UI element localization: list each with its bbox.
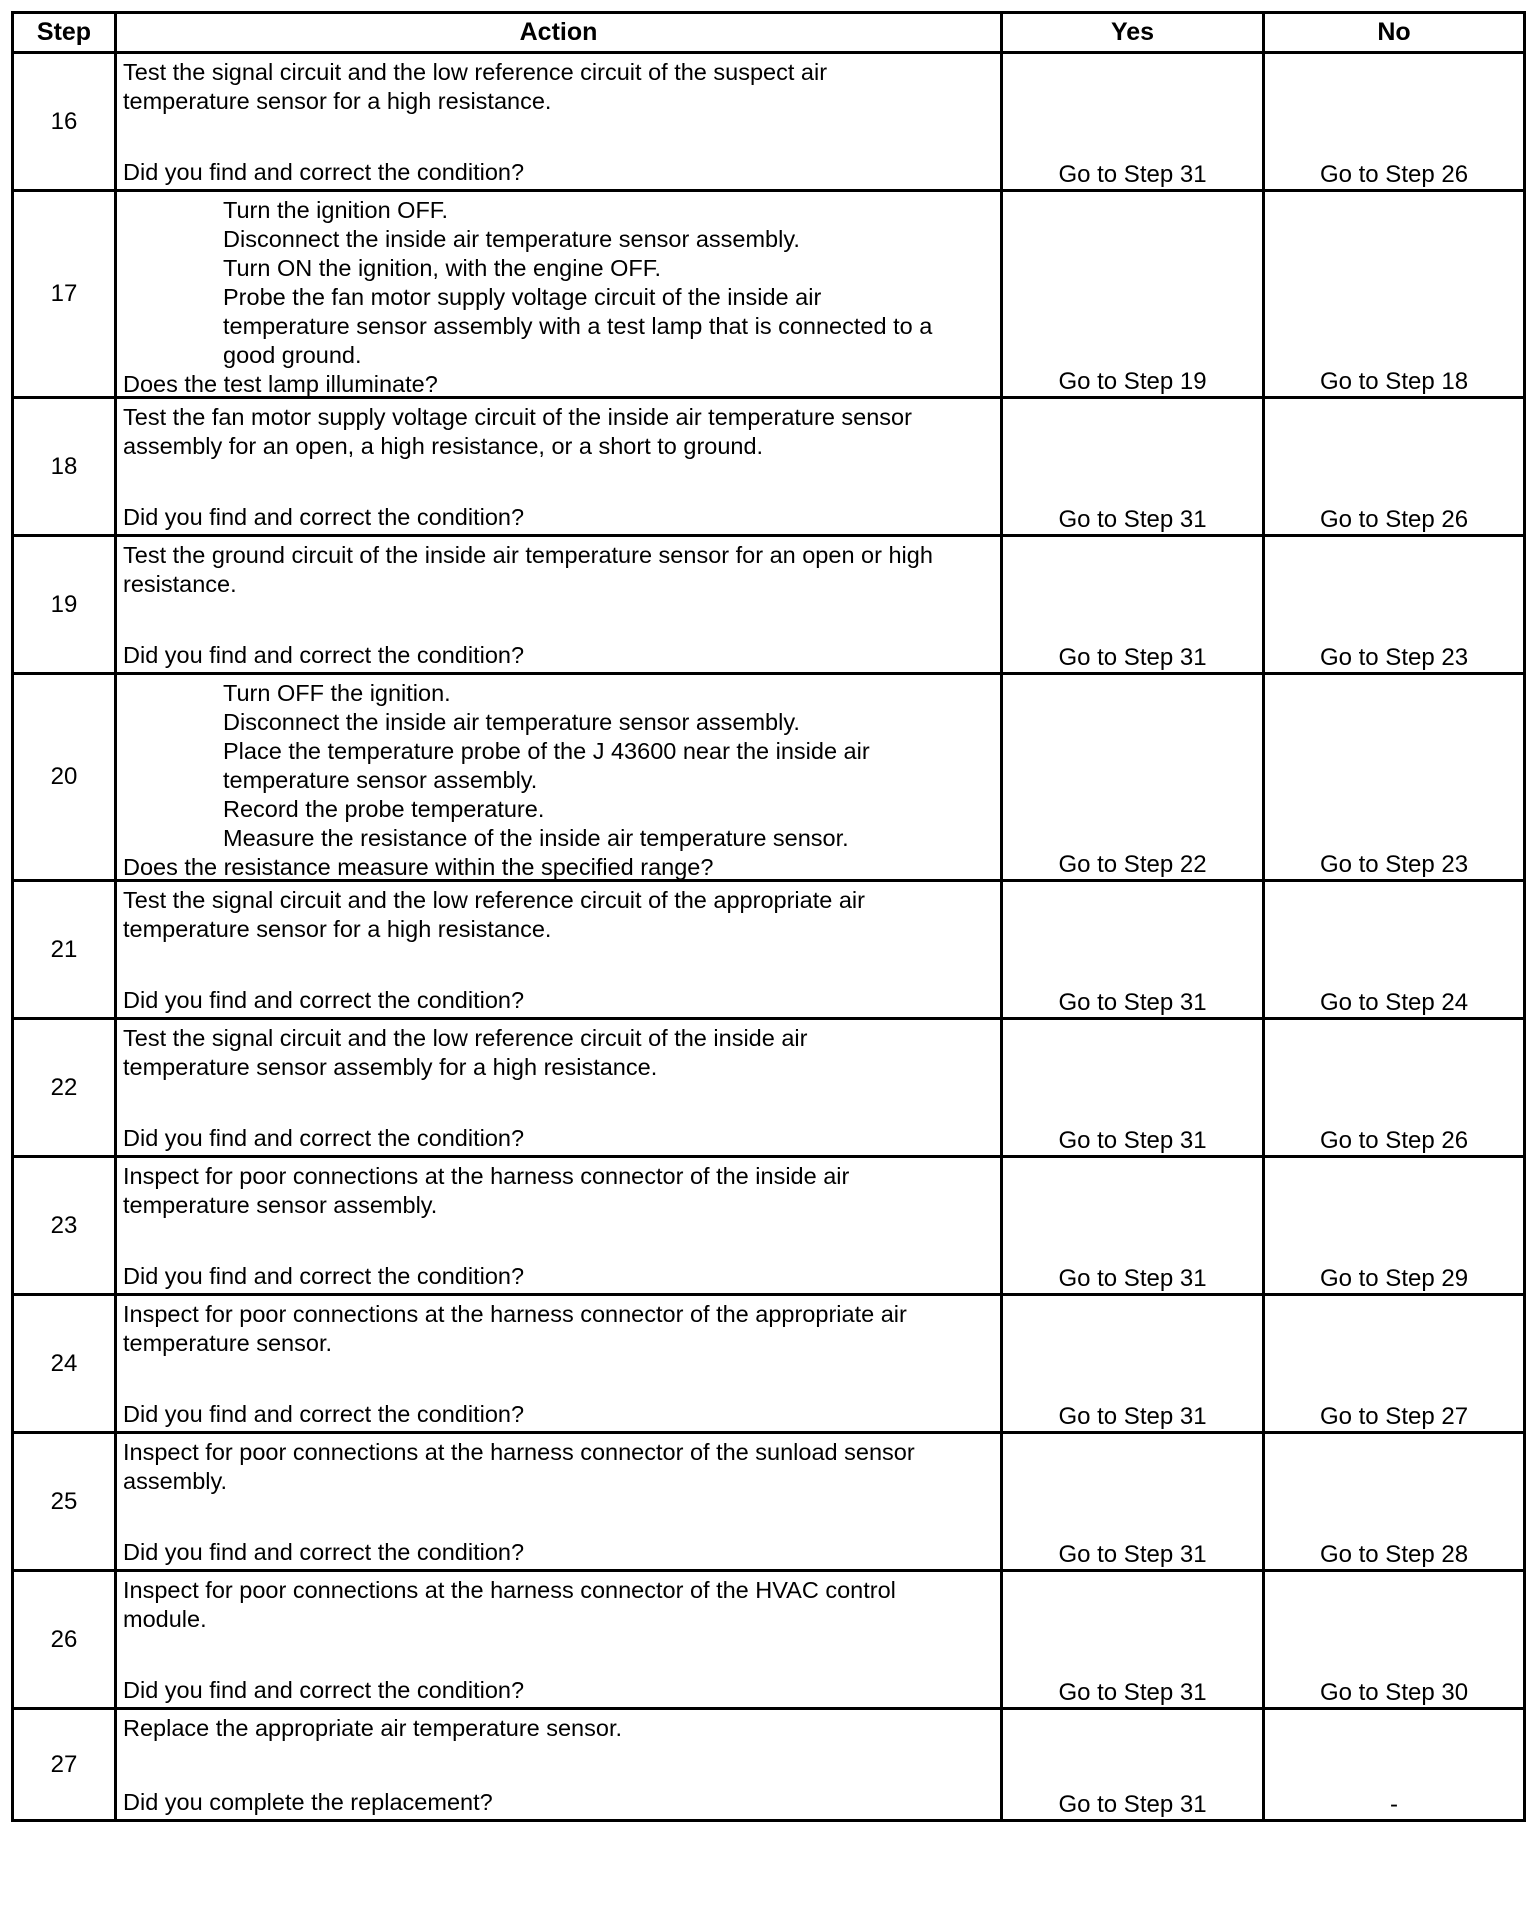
header-row	[13, 13, 1525, 53]
action-question: Did you find and correct the condition?	[123, 987, 525, 1013]
action-cell	[116, 536, 1002, 674]
no-result: Go to Step 26	[1264, 398, 1525, 536]
action-cell	[116, 1019, 1002, 1157]
action-question: Does the test lamp illuminate?	[123, 371, 438, 397]
action-line: temperature sensor assembly.	[223, 767, 538, 793]
no-result: -	[1264, 1709, 1525, 1821]
action-line: Inspect for poor connections at the harness connector of the HVAC control	[123, 1577, 896, 1603]
yes-result: Go to Step 31	[1002, 1157, 1264, 1295]
action-line: Test the fan motor supply voltage circuit of the inside air temperature sensor	[123, 404, 912, 430]
no-result: Go to Step 27	[1264, 1295, 1525, 1433]
step-number: 25	[13, 1433, 116, 1571]
action-question: Did you complete the replacement?	[123, 1789, 493, 1815]
action-instructions	[117, 882, 1000, 944]
action-line: Test the signal circuit and the low reference circuit of the appropriate air	[123, 887, 865, 913]
no-result: Go to Step 28	[1264, 1433, 1525, 1571]
action-instructions	[117, 1158, 1000, 1220]
action-instructions	[117, 675, 1000, 853]
action-instructions	[117, 1296, 1000, 1358]
action-line: good ground.	[223, 342, 362, 368]
action-line: Turn ON the ignition, with the engine OFF.	[223, 255, 662, 281]
action-line: Turn the ignition OFF.	[223, 197, 449, 223]
action-line: Test the signal circuit and the low reference circuit of the suspect air	[123, 59, 828, 85]
step-number: 21	[13, 881, 116, 1019]
action-question: Did you find and correct the condition?	[123, 159, 525, 185]
header-step: Step	[13, 13, 116, 53]
action-cell	[116, 191, 1002, 398]
action-question: Did you find and correct the condition?	[123, 1677, 525, 1703]
diagnostic-table	[11, 11, 1526, 1822]
no-result: Go to Step 23	[1264, 674, 1525, 881]
table-row	[13, 191, 1525, 398]
action-instructions	[117, 192, 1000, 370]
action-question: Did you find and correct the condition?	[123, 1539, 525, 1565]
table-row	[13, 536, 1525, 674]
step-number: 27	[13, 1709, 116, 1821]
step-number: 23	[13, 1157, 116, 1295]
action-line: Measure the resistance of the inside air temperature sensor.	[223, 825, 849, 851]
step-number: 16	[13, 53, 116, 191]
action-cell	[116, 674, 1002, 881]
action-cell	[116, 1433, 1002, 1571]
table-row	[13, 1709, 1525, 1821]
table-row	[13, 1433, 1525, 1571]
no-result: Go to Step 18	[1264, 191, 1525, 398]
yes-result: Go to Step 31	[1002, 881, 1264, 1019]
table-row	[13, 674, 1525, 881]
table-row	[13, 1157, 1525, 1295]
no-result: Go to Step 23	[1264, 536, 1525, 674]
header-no: No	[1264, 13, 1525, 53]
diagnostic-table-container	[11, 11, 1526, 1822]
yes-result: Go to Step 31	[1002, 1709, 1264, 1821]
action-cell	[116, 398, 1002, 536]
action-question: Did you find and correct the condition?	[123, 1263, 525, 1289]
action-instructions	[117, 1572, 1000, 1634]
no-result: Go to Step 26	[1264, 53, 1525, 191]
action-question: Did you find and correct the condition?	[123, 642, 525, 668]
action-instructions	[117, 537, 1000, 599]
action-line: temperature sensor assembly with a test lamp that is connected to a	[223, 313, 933, 339]
action-question: Does the resistance measure within the specified range?	[123, 854, 714, 880]
no-result: Go to Step 29	[1264, 1157, 1525, 1295]
header-yes: Yes	[1002, 13, 1264, 53]
action-line: temperature sensor.	[123, 1330, 332, 1356]
action-line: temperature sensor for a high resistance.	[123, 88, 552, 114]
action-instructions	[117, 54, 1000, 116]
action-cell	[116, 1157, 1002, 1295]
action-line: temperature sensor assembly for a high resistance.	[123, 1054, 658, 1080]
step-number: 19	[13, 536, 116, 674]
no-result: Go to Step 24	[1264, 881, 1525, 1019]
action-question: Did you find and correct the condition?	[123, 1125, 525, 1151]
table-row	[13, 1571, 1525, 1709]
action-line: Disconnect the inside air temperature sensor assembly.	[223, 226, 800, 252]
action-instructions	[117, 1434, 1000, 1496]
action-instructions	[117, 1710, 1000, 1743]
header-action: Action	[116, 13, 1002, 53]
yes-result: Go to Step 19	[1002, 191, 1264, 398]
action-cell	[116, 881, 1002, 1019]
yes-result: Go to Step 31	[1002, 1433, 1264, 1571]
yes-result: Go to Step 31	[1002, 53, 1264, 191]
action-line: temperature sensor assembly.	[123, 1192, 438, 1218]
step-number: 26	[13, 1571, 116, 1709]
table-row	[13, 53, 1525, 191]
table-row	[13, 1295, 1525, 1433]
action-line: Inspect for poor connections at the harness connector of the appropriate air	[123, 1301, 907, 1327]
table-row	[13, 398, 1525, 536]
action-line: Record the probe temperature.	[223, 796, 545, 822]
action-line: Test the ground circuit of the inside air temperature sensor for an open or high	[123, 542, 933, 568]
yes-result: Go to Step 31	[1002, 1295, 1264, 1433]
action-cell	[116, 53, 1002, 191]
no-result: Go to Step 30	[1264, 1571, 1525, 1709]
action-line: Replace the appropriate air temperature sensor.	[123, 1715, 623, 1741]
action-line: resistance.	[123, 571, 237, 597]
action-line: Inspect for poor connections at the harness connector of the inside air	[123, 1163, 850, 1189]
action-cell	[116, 1571, 1002, 1709]
action-cell	[116, 1709, 1002, 1821]
step-number: 18	[13, 398, 116, 536]
action-line: temperature sensor for a high resistance.	[123, 916, 552, 942]
yes-result: Go to Step 31	[1002, 1019, 1264, 1157]
action-question: Did you find and correct the condition?	[123, 504, 525, 530]
action-cell	[116, 1295, 1002, 1433]
table-body	[13, 53, 1525, 1821]
action-line: Turn OFF the ignition.	[223, 680, 451, 706]
step-number: 20	[13, 674, 116, 881]
yes-result: Go to Step 22	[1002, 674, 1264, 881]
no-result: Go to Step 26	[1264, 1019, 1525, 1157]
action-line: Disconnect the inside air temperature sensor assembly.	[223, 709, 800, 735]
action-question: Did you find and correct the condition?	[123, 1401, 525, 1427]
action-instructions	[117, 399, 1000, 461]
yes-result: Go to Step 31	[1002, 1571, 1264, 1709]
action-line: module.	[123, 1606, 207, 1632]
step-number: 24	[13, 1295, 116, 1433]
action-line: assembly.	[123, 1468, 228, 1494]
action-line: assembly for an open, a high resistance, or a short to ground.	[123, 433, 764, 459]
step-number: 22	[13, 1019, 116, 1157]
step-number: 17	[13, 191, 116, 398]
action-instructions	[117, 1020, 1000, 1082]
yes-result: Go to Step 31	[1002, 536, 1264, 674]
action-line: Inspect for poor connections at the harness connector of the sunload sensor	[123, 1439, 915, 1465]
action-line: Test the signal circuit and the low reference circuit of the inside air	[123, 1025, 808, 1051]
table-row	[13, 1019, 1525, 1157]
table-row	[13, 881, 1525, 1019]
action-line: Place the temperature probe of the J 43600 near the inside air	[223, 738, 870, 764]
action-line: Probe the fan motor supply voltage circuit of the inside air	[223, 284, 822, 310]
yes-result: Go to Step 31	[1002, 398, 1264, 536]
